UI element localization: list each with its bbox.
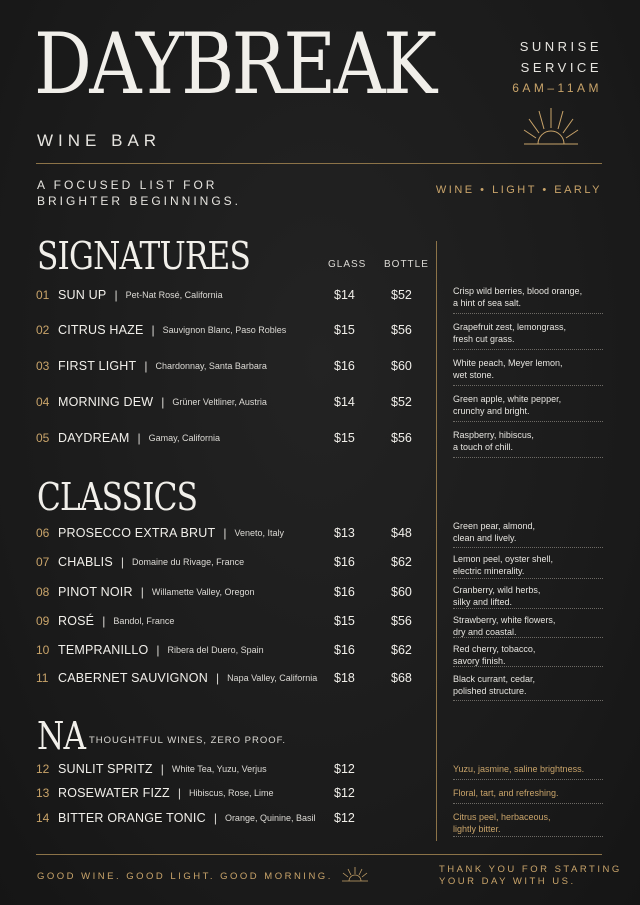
tagline-line-2: BRIGHTER BEGINNINGS. (37, 194, 242, 208)
tasting-note (453, 393, 603, 417)
item-name: CHABLIS (58, 555, 113, 569)
item-number: 02 (36, 323, 50, 337)
item-origin: Bandol, France (113, 616, 175, 626)
item-bottle-price: $56 (391, 431, 412, 445)
item-separator: | (114, 288, 118, 302)
item-separator: | (151, 323, 155, 337)
item-number: 12 (36, 762, 50, 776)
tasting-note-line-2: electric minerality. (453, 566, 525, 576)
section-title-signatures: SIGNATURES (37, 234, 251, 278)
tasting-note-line-2: lightly bitter. (453, 824, 501, 834)
tasting-note-line-2: dry and coastal. (453, 627, 517, 637)
brand-subtitle: WINE BAR (37, 131, 162, 150)
item-number: 01 (36, 288, 50, 302)
tasting-note-line-1: White peach, Meyer lemon, (453, 358, 563, 368)
tasting-note-line-2: a touch of chill. (453, 442, 514, 452)
tasting-note (453, 643, 603, 667)
section-title-classics: CLASSICS (37, 475, 198, 519)
item-origin: Orange, Quinine, Basil (224, 813, 316, 823)
item-separator: | (161, 395, 165, 409)
item-glass-price: $16 (334, 585, 355, 599)
column-header-glass: GLASS (328, 259, 367, 270)
item-glass-price: $14 (334, 288, 355, 302)
tagline-line-1: A FOCUSED LIST FOR (37, 178, 218, 192)
tasting-note-line-2: a hint of sea salt. (453, 298, 522, 308)
menu-item (36, 582, 426, 602)
notes-divider (436, 241, 437, 841)
menu-item (36, 356, 426, 376)
footer-divider (36, 854, 602, 855)
tasting-note-line-1: Grapefruit zest, lemongrass, (453, 322, 567, 332)
item-name: CABERNET SAUVIGNON (58, 671, 208, 685)
menu-item (36, 285, 426, 305)
menu-item (36, 611, 426, 631)
item-glass-price: $13 (334, 526, 355, 540)
footer-thanks-line-2: YOUR DAY WITH US. (439, 876, 576, 887)
tasting-note-line-1: Crisp wild berries, blood orange, (453, 286, 583, 296)
item-separator: | (223, 526, 227, 540)
item-name: ROSÉ (58, 614, 95, 628)
menu-item (36, 392, 426, 412)
item-separator: | (177, 786, 181, 800)
item-origin: Pet-Nat Rosé, California (125, 290, 223, 300)
service-info (512, 36, 602, 99)
item-separator: | (156, 643, 160, 657)
service-line-1: SUNRISE (519, 39, 602, 54)
item-number: 14 (36, 811, 50, 825)
item-glass-price: $16 (334, 359, 355, 373)
item-bottle-price: $60 (391, 359, 412, 373)
tasting-note-line-1: Cranberry, wild herbs, (453, 585, 541, 595)
item-separator: | (120, 555, 125, 569)
tasting-note-line-2: fresh cut grass. (453, 334, 515, 344)
sunrise-icon (522, 104, 580, 146)
menu-item (36, 668, 426, 688)
item-number: 06 (36, 526, 50, 540)
item-name: FIRST LIGHT (58, 359, 137, 373)
tasting-note (453, 429, 603, 453)
tasting-note-line-1: Red cherry, tobacco, (453, 644, 536, 654)
item-bottle-price: $56 (391, 614, 412, 628)
item-name: DAYDREAM (58, 431, 130, 445)
item-number: 05 (36, 431, 50, 445)
item-bottle-price: $52 (391, 288, 412, 302)
tasting-note (453, 584, 603, 608)
menu-item (36, 320, 426, 340)
item-origin: Ribera del Duero, Spain (167, 645, 264, 655)
item-separator: | (213, 811, 217, 825)
item-origin: Gamay, California (148, 433, 221, 443)
item-glass-price: $15 (334, 323, 355, 337)
tasting-note-line-1: Strawberry, white flowers, (453, 615, 556, 625)
menu-item (36, 640, 426, 660)
tasting-note (453, 520, 603, 544)
item-bottle-price: $68 (391, 671, 412, 685)
item-name: PINOT NOIR (58, 585, 133, 599)
note-divider (453, 700, 603, 701)
item-origin: Hibiscus, Rose, Lime (188, 788, 274, 798)
tasting-note (453, 763, 603, 775)
item-name: SUN UP (58, 288, 107, 302)
item-glass-price: $16 (334, 643, 355, 657)
item-bottle-price: $62 (391, 643, 412, 657)
item-name: PROSECCO EXTRA BRUT (58, 526, 216, 540)
tasting-note-line-1: Green pear, almond, (453, 521, 536, 531)
tasting-note-line-1: Floral, tart, and refreshing. (453, 788, 559, 798)
tasting-note-line-1: Raspberry, hibiscus, (453, 430, 534, 440)
item-separator: | (160, 762, 164, 776)
tasting-note-line-1: Citrus peel, herbaceous, (453, 812, 551, 822)
item-glass-price: $18 (334, 671, 355, 685)
item-origin: Napa Valley, California (227, 673, 318, 683)
tasting-note (453, 553, 603, 577)
item-glass-price: $15 (334, 614, 355, 628)
menu-item (36, 808, 426, 828)
tasting-note-line-1: Lemon peel, oyster shell, (453, 554, 554, 564)
note-divider (453, 836, 603, 837)
tasting-note-line-2: clean and lively. (453, 533, 517, 543)
menu-item (36, 783, 426, 803)
na-subtitle: THOUGHTFUL WINES, ZERO PROOF. (89, 735, 287, 746)
menu-item (36, 428, 426, 448)
menu-item (36, 552, 426, 572)
item-glass-price: $12 (334, 811, 355, 825)
menu-item (36, 523, 426, 543)
tasting-note-line-2: wet stone. (453, 370, 495, 380)
tasting-note (453, 811, 603, 835)
item-origin: Grüner Veltliner, Austria (172, 397, 267, 407)
tasting-note (453, 787, 603, 799)
item-glass-price: $16 (334, 555, 355, 569)
service-hours: 6AM–11AM (512, 81, 602, 95)
item-origin: Domaine du Rivage, France (132, 557, 245, 567)
item-separator: | (102, 614, 106, 628)
item-glass-price: $12 (334, 786, 355, 800)
brand-title: DAYBREAK (34, 15, 435, 113)
note-divider (453, 637, 603, 638)
item-separator: | (140, 585, 144, 599)
item-origin: Veneto, Italy (234, 528, 284, 538)
tagline (37, 177, 241, 209)
tasting-note (453, 321, 603, 345)
tasting-note-line-1: Yuzu, jasmine, saline brightness. (453, 764, 585, 774)
item-number: 10 (36, 643, 50, 657)
item-number: 07 (36, 555, 50, 569)
note-divider (453, 313, 603, 314)
item-separator: | (215, 671, 220, 685)
item-separator: | (137, 431, 141, 445)
tasting-note (453, 285, 603, 309)
item-number: 11 (36, 671, 49, 685)
item-origin: Chardonnay, Santa Barbara (155, 361, 267, 371)
note-divider (453, 779, 603, 780)
tasting-note (453, 614, 603, 638)
footer-thanks-line-1: THANK YOU FOR STARTING (439, 864, 622, 875)
item-separator: | (144, 359, 148, 373)
tasting-note (453, 357, 603, 381)
item-bottle-price: $60 (391, 585, 412, 599)
service-line-2: SERVICE (520, 60, 602, 75)
item-name: CITRUS HAZE (58, 323, 144, 337)
note-divider (453, 578, 603, 579)
item-glass-price: $12 (334, 762, 355, 776)
item-name: TEMPRANILLO (58, 643, 149, 657)
item-number: 08 (36, 585, 50, 599)
header-divider (36, 163, 602, 164)
item-number: 03 (36, 359, 50, 373)
menu-item (36, 759, 426, 779)
tasting-note-line-2: savory finish. (453, 656, 506, 666)
sunrise-small-icon (341, 866, 369, 882)
footer-slogan: GOOD WINE. GOOD LIGHT. GOOD MORNING. (37, 871, 333, 882)
note-divider (453, 385, 603, 386)
item-bottle-price: $48 (391, 526, 412, 540)
note-divider (453, 608, 603, 609)
item-name: SUNLIT SPRITZ (58, 762, 153, 776)
item-name: BITTER ORANGE TONIC (58, 811, 206, 825)
tasting-note-line-1: Green apple, white pepper, (453, 394, 562, 404)
note-divider (453, 349, 603, 350)
item-origin: White Tea, Yuzu, Verjus (171, 764, 267, 774)
item-name: ROSEWATER FIZZ (58, 786, 170, 800)
note-divider (453, 457, 603, 458)
tasting-note-line-2: polished structure. (453, 686, 527, 696)
column-header-bottle: BOTTLE (384, 259, 429, 270)
keywords: WINE • LIGHT • EARLY (435, 184, 602, 196)
footer-thanks (439, 864, 622, 888)
item-bottle-price: $52 (391, 395, 412, 409)
item-name: MORNING DEW (58, 395, 154, 409)
tasting-note-line-2: crunchy and bright. (453, 406, 530, 416)
note-divider (453, 421, 603, 422)
note-divider (453, 666, 603, 667)
note-divider (453, 547, 603, 548)
item-bottle-price: $62 (391, 555, 412, 569)
item-number: 13 (36, 786, 50, 800)
item-number: 09 (36, 614, 50, 628)
note-divider (453, 803, 603, 804)
section-title-na: NA (37, 714, 86, 758)
tasting-note-line-2: silky and lifted. (453, 597, 513, 607)
item-number: 04 (36, 395, 50, 409)
item-origin: Willamette Valley, Oregon (151, 587, 255, 597)
item-glass-price: $14 (334, 395, 355, 409)
item-origin: Sauvignon Blanc, Paso Robles (162, 325, 287, 335)
tasting-note (453, 673, 603, 697)
item-glass-price: $15 (334, 431, 355, 445)
tasting-note-line-1: Black currant, cedar, (453, 674, 536, 684)
item-bottle-price: $56 (391, 323, 412, 337)
